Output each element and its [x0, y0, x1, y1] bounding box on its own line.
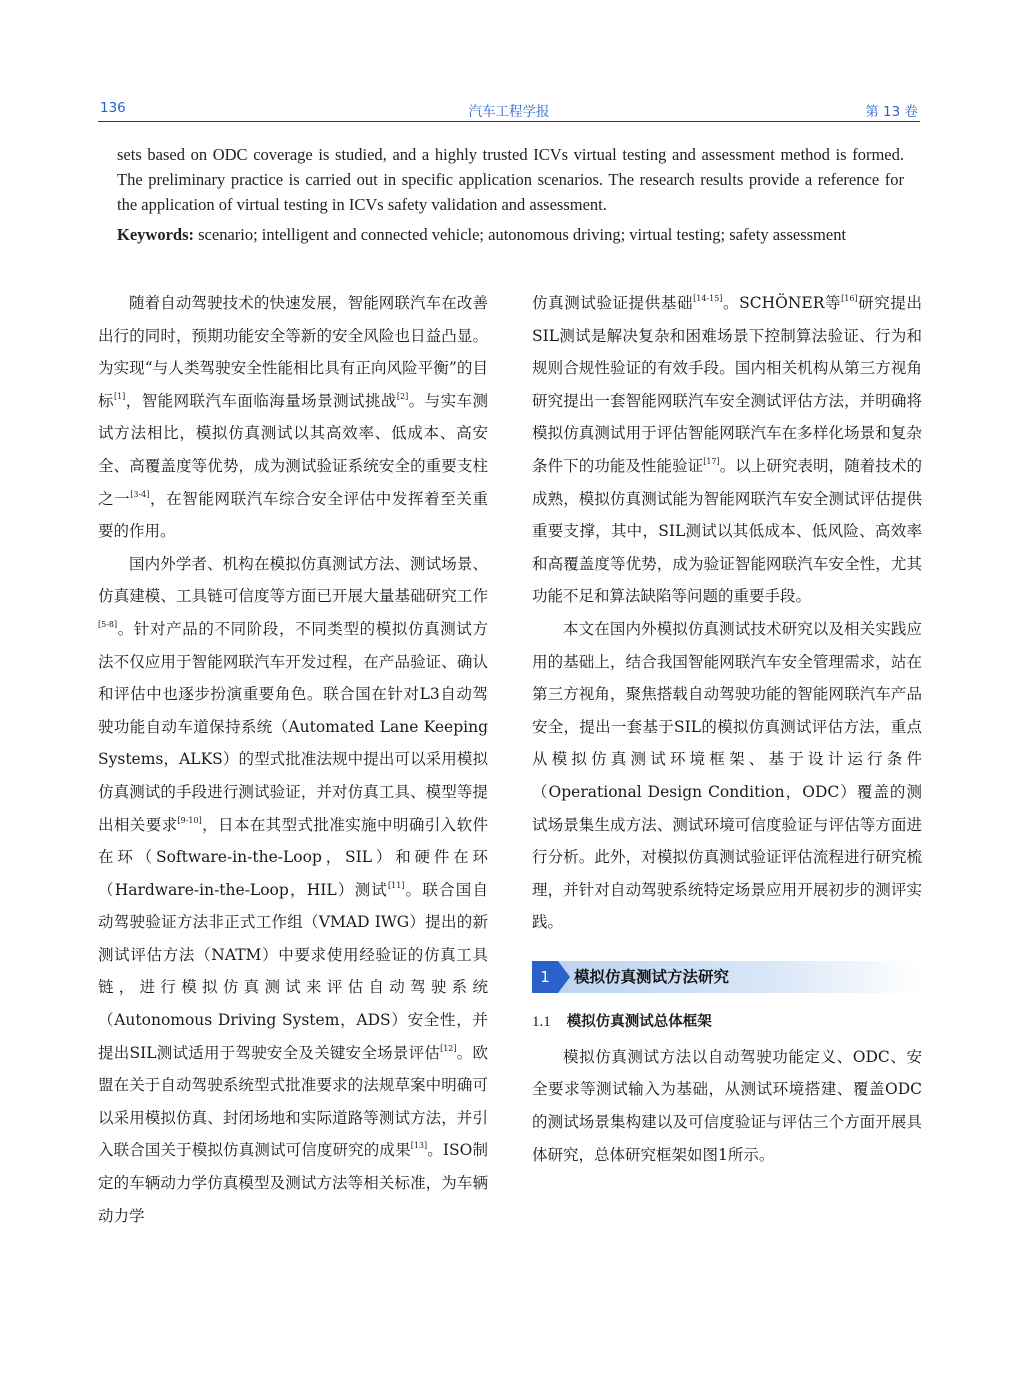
header-rule	[98, 121, 920, 122]
keywords-line	[117, 222, 917, 247]
citation: [9-10]	[177, 815, 202, 825]
citation: [1]	[113, 391, 126, 401]
intro-paragraph-continued	[532, 287, 922, 613]
text-run: ，智能网联汽车面临海量场景测试挑战	[125, 391, 397, 410]
text-run: 。针对产品的不同阶段，不同类型的模拟仿真测试方法不仅应用于智能网联汽车开发过程，在产品验证、确认和评估中也逐步扮演重要角色。联合国在针对L3自动驾驶功能自动车道保持系统（Automated Lane Keeping Systems，ALKS）的型式批准法规中提出可以采用模拟仿真测试的手段进行测试验证，并对仿真工具、模型等提出相关要求	[98, 619, 488, 834]
intro-paragraph-3: 本文在国内外模拟仿真测试技术研究以及相关实践应用的基础上，结合我国智能网联汽车安全管理需求，站在第三方视角，聚焦搭载自动驾驶功能的智能网联汽车产品安全，提出一套基于SIL的模拟仿真测试评估方法，重点从模拟仿真测试环境框架、基于设计运行条件（Operational Design Condition，ODC）覆盖的测试场景集生成方法、测试环境可信度验证与评估等方面进行分析。此外，对模拟仿真测试验证评估流程进行研究梳理，并针对自动驾驶系统特定场景应用开展初步的测评实践。	[532, 619, 922, 932]
citation: [5-8]	[98, 619, 118, 629]
text-run: 仿真测试验证提供基础	[532, 294, 694, 312]
citation: [16]	[841, 294, 858, 303]
citation: [2]	[396, 391, 409, 401]
citation: [14-15]	[693, 294, 723, 303]
text-run: ，在智能网联汽车综合安全评估中发挥着至关重要的作用。	[98, 489, 488, 541]
section-heading	[532, 961, 922, 993]
citation: [3-4]	[130, 489, 150, 499]
text-run: 。与实车测试方法相比，模拟仿真测试以其高效率、低成本、高安全、高覆盖度等优势，成为测试验证系统安全的重要支柱之一	[98, 391, 488, 508]
right-column	[532, 287, 922, 1171]
left-column	[98, 287, 488, 1232]
citation: [17]	[703, 456, 720, 466]
citation: [11]	[388, 880, 405, 890]
subsection-number: 1.1	[532, 1013, 551, 1030]
section-arrow-icon	[558, 961, 570, 993]
text-run: 随着自动驾驶技术的快速发展，智能网联汽车在改善出行的同时，预期功能安全等新的安全风险也日益凸显。为实现“与人类驾驶安全性能相比具有正向风险平衡”的目标	[98, 294, 488, 410]
text-run: 。联合国自动驾驶验证方法非正式工作组（VMAD IWG）提出的新测试评估方法（NATM）中要求使用经验证的仿真工具链，进行模拟仿真测试来评估自动驾驶系统（Autonomous Driving System，ADS）安全性，并提出SIL测试适用于驾驶安全及关键安全场景评估	[98, 880, 488, 1062]
intro-paragraph-2	[98, 548, 488, 1232]
subsection-heading	[532, 1007, 922, 1037]
text-run: 。欧盟在关于自动驾驶系统型式批准要求的法规草案中明确可以采用模拟仿真、封闭场地和实际道路等测试方法，并引入联合国关于模拟仿真测试可信度研究的成果	[98, 1043, 488, 1160]
subsection-title: 模拟仿真测试总体框架	[566, 1013, 712, 1030]
section-number: 1	[532, 961, 558, 993]
volume-label: 第 13 卷	[865, 104, 918, 120]
framework-paragraph: 模拟仿真测试方法以自动驾驶功能定义、ODC、安全要求等测试输入为基础，从测试环境搭建、覆盖ODC的测试场景集构建以及可信度验证与评估三个方面开展具体研究，总体研究框架如图1所示。	[532, 1047, 922, 1164]
running-header	[98, 97, 920, 119]
journal-name: 汽车工程学报	[468, 104, 550, 120]
keywords-label: Keywords:	[117, 225, 194, 244]
citation: [13]	[410, 1141, 428, 1151]
text-run: 研究提出SIL测试是解决复杂和困难场景下控制算法验证、行为和规则合规性验证的有效手段。国内相关机构从第三方视角研究提出一套智能网联汽车安全测试评估方法，并明确将模拟仿真测试用于评估智能网联汽车在多样化场景和复杂条件下的功能及性能验证	[532, 294, 922, 475]
section-title: 模拟仿真测试方法研究	[574, 967, 730, 986]
text-run: 。以上研究表明，随着技术的成熟，模拟仿真测试能为智能网联汽车安全测试评估提供重要支撑，其中，SIL测试以其低成本、低风险、高效率和高覆盖度等优势，成为验证智能网联汽车安全性，尤其功能不足和算法缺陷等问题的重要手段。	[532, 456, 922, 606]
text-run: 。ISO制定的车辆动力学仿真模型及测试方法等相关标准，为车辆动力学	[98, 1141, 488, 1225]
page-number: 136	[100, 100, 126, 116]
text-run: ，日本在其型式批准实施中明确引入软件在环（Software-in-the-Loop，SIL）和硬件在环（Hardware-in-the-Loop，HIL）测试	[98, 815, 488, 899]
intro-paragraph-1	[98, 287, 488, 548]
text-run: 国内外学者、机构在模拟仿真测试方法、测试场景、仿真建模、工具链可信度等方面已开展大量基础研究工作	[98, 554, 488, 606]
keywords-text: scenario; intelligent and connected vehicle; autonomous driving; virtual testing; safety assessment	[194, 225, 847, 244]
citation: [12]	[440, 1043, 457, 1053]
abstract-continuation: sets based on ODC coverage is studied, and a highly trusted ICVs virtual testing and assessment method is formed. The preliminary practice is carried out in specific application scenarios. The research results provide a reference for the application of virtual testing in ICVs safety validation and assessment.	[117, 145, 904, 214]
text-run: 。SCHÖNER等	[722, 294, 842, 312]
